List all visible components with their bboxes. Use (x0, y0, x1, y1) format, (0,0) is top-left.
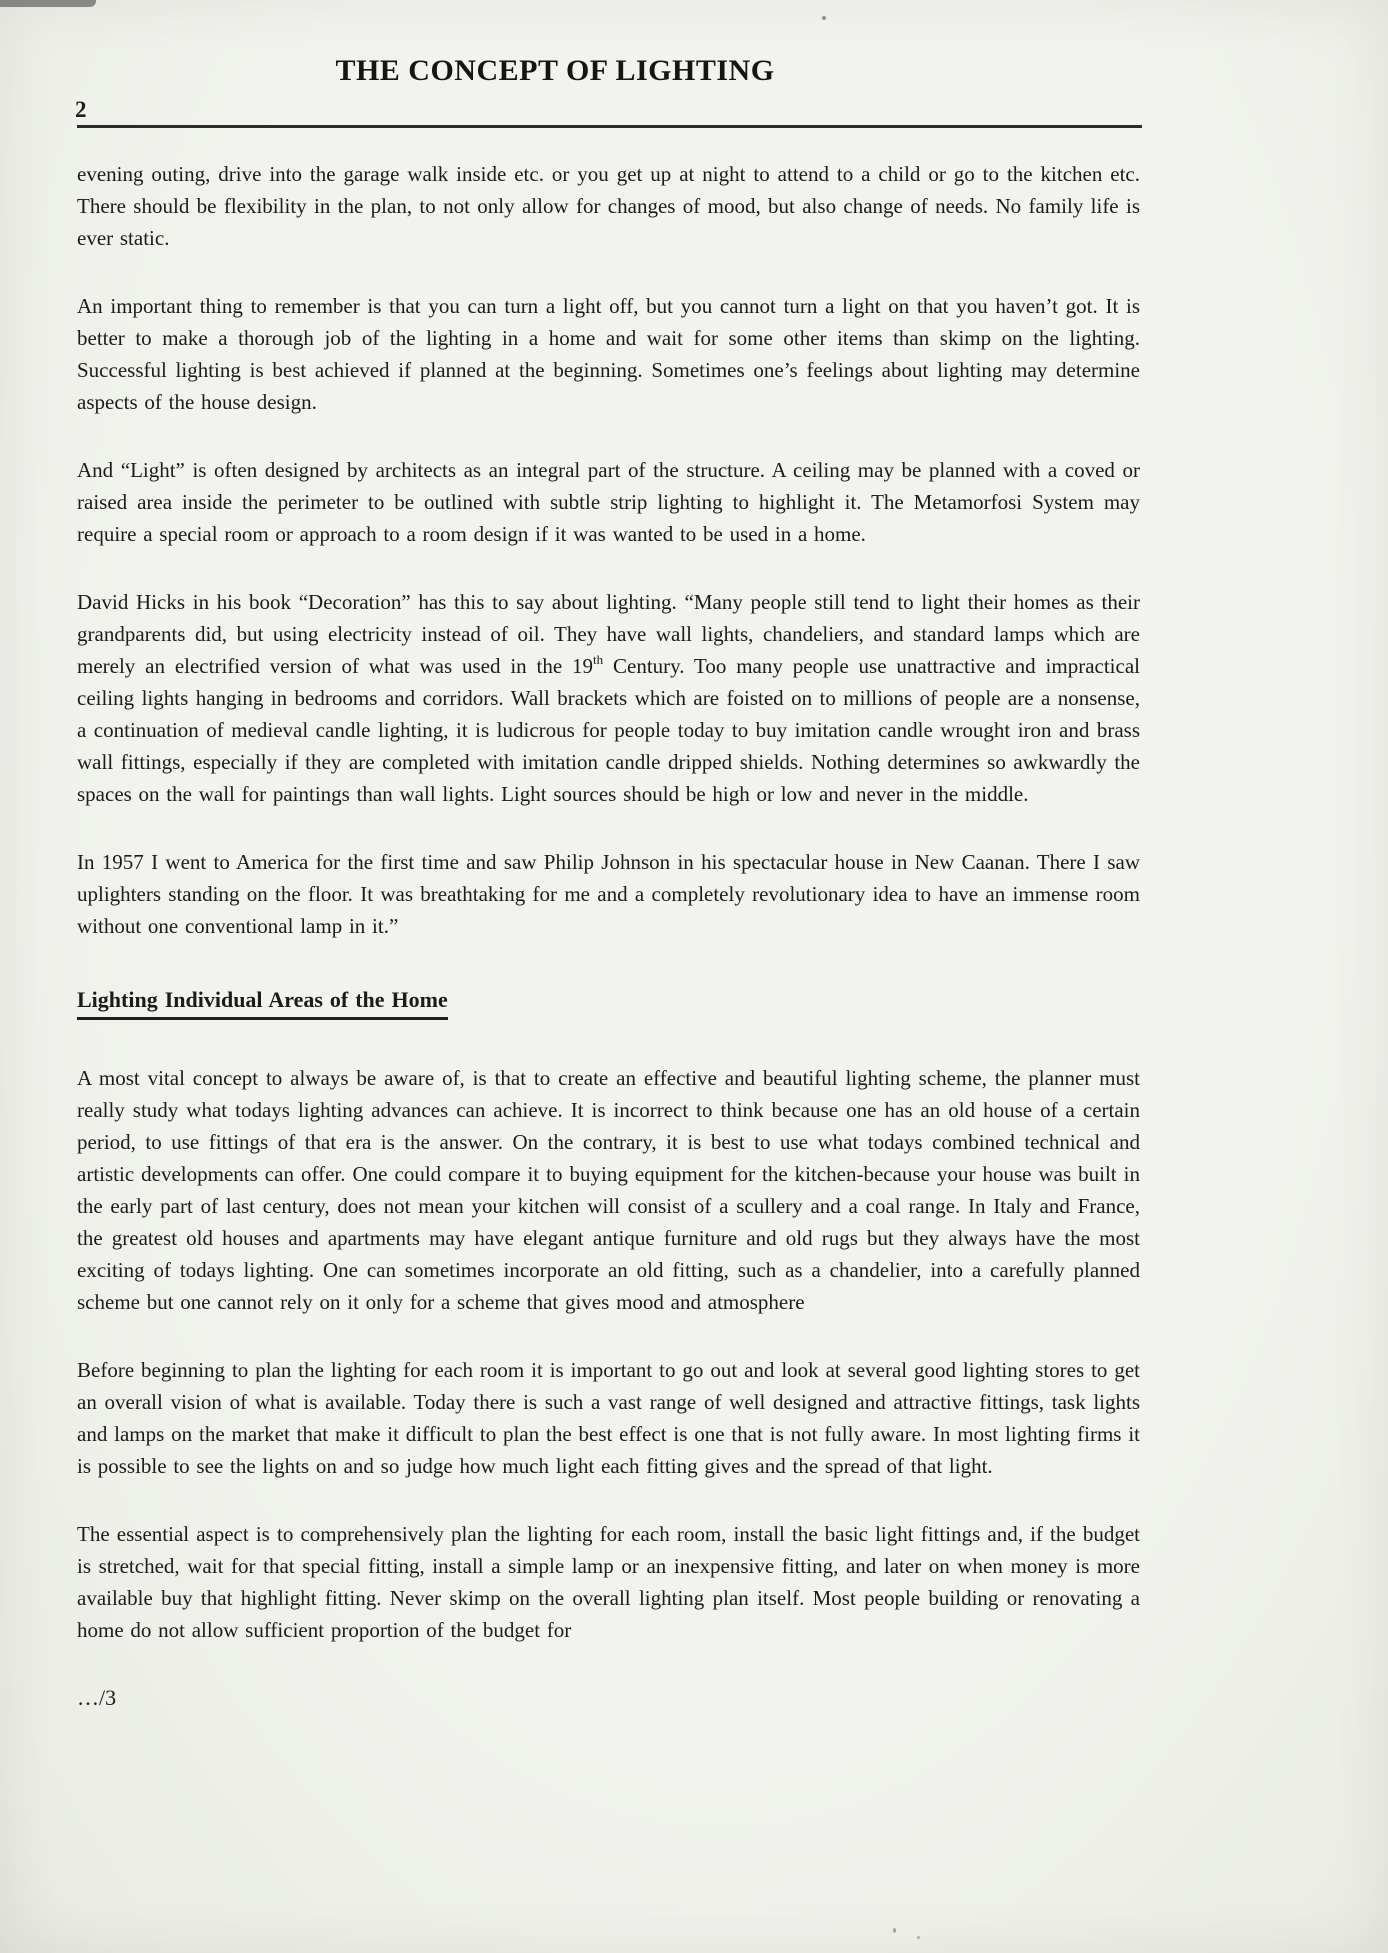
paragraph-text: David Hicks in his book “Decoration” has this to say about lighting. “Many people still tend to light their homes as their grandparents did, but using electricity instead of oil. They have wall lights, chandeliers, and standard lamps which are merely an electrified version of what was used in the 19 (77, 590, 1140, 678)
scan-artifact-corner (0, 0, 96, 7)
document-body (77, 158, 1140, 1714)
paragraph: And “Light” is often designed by architects as an integral part of the structure. A ceiling may be planned with a coved or raised area inside the perimeter to be outlined with subtle strip lighting to highlight it. The Metamorfosi System may require a special room or approach to a room design if it was wanted to be used in a home. (77, 458, 1140, 546)
paragraph-text: Century. Too many people use unattractive and impractical ceiling lights hanging in bedrooms and corridors. Wall brackets which are foisted on to millions of people are a nonsense, a continuation of medieval candle lighting, it is ludicrous for people today to buy imitation candle wrought iron and brass wall fittings, especially if they are completed with imitation candle dripped shields. Nothing determines so awkwardly the spaces on the wall for paintings than wall lights. Light sources should be high or low and never in the middle. (77, 654, 1140, 806)
paragraph: The essential aspect is to comprehensively plan the lighting for each room, install the basic light fittings and, if the budget is stretched, wait for that special fitting, install a simple lamp or an inexpensive fitting, and later on when money is more available buy that highlight fitting. Never skimp on the overall lighting plan itself. Most people building or renovating a home do not allow sufficient proportion of the budget for (77, 1522, 1140, 1642)
section-heading (77, 984, 1140, 1020)
ordinal-superscript: th (593, 652, 604, 667)
paragraph: An important thing to remember is that you can turn a light off, but you cannot turn a light on that you haven’t got. It is better to make a thorough job of the lighting in a home and wait for some other items than skimp on the lighting. Successful lighting is best achieved if planned at the beginning. Sometimes one’s feelings about lighting may determine aspects of the house design. (77, 294, 1140, 414)
paragraph: In 1957 I went to America for the first time and saw Philip Johnson in his spectacular house in New Caanan. There I saw uplighters standing on the floor. It was breathtaking for me and a completely revolutionary idea to have an immense room without one conventional lamp in it.” (77, 850, 1140, 938)
scan-artifact-speck (822, 16, 826, 20)
document-header (77, 54, 1033, 88)
header-rule (77, 125, 1142, 128)
paragraph: evening outing, drive into the garage walk inside etc. or you get up at night to attend to a child or go to the kitchen etc. There should be flexibility in the plan, to not only allow for changes of mood, but also change of needs. No family life is ever static. (77, 162, 1140, 250)
page-title: THE CONCEPT OF LIGHTING (335, 54, 775, 87)
section-heading-text: Lighting Individual Areas of the Home (77, 984, 448, 1020)
paragraph: Before beginning to plan the lighting for each room it is important to go out and look at several good lighting stores to get an overall vision of what is available. Today there is such a vast range of well designed and attractive fittings, task lights and lamps on the market that make it difficult to plan the best effect is one that is not fully aware. In most lighting firms it is possible to see the lights on and so judge how much light each fitting gives and the spread of that light. (77, 1358, 1140, 1478)
scan-artifact-speck (917, 1936, 920, 1939)
page-number: 2 (75, 97, 87, 122)
page-continuation-mark: …/3 (77, 1685, 117, 1710)
scan-artifact-speck (893, 1928, 896, 1933)
paragraph: A most vital concept to always be aware of, is that to create an effective and beautiful lighting scheme, the planner must really study what todays lighting advances can achieve. It is incorrect to think because one has an old house of a certain period, to use fittings of that era is the answer. On the contrary, it is best to use what todays combined technical and artistic developments can offer. One could compare it to buying equipment for the kitchen-because your house was built in the early part of last century, does not mean your kitchen will consist of a scullery and a coal range. In Italy and France, the greatest old houses and apartments may have elegant antique furniture and old rugs but they always have the most exciting of todays lighting. One can sometimes incorporate an old fitting, such as a chandelier, into a carefully planned scheme but one cannot rely on it only for a scheme that gives mood and atmosphere (77, 1066, 1140, 1314)
paragraph (77, 586, 1140, 810)
